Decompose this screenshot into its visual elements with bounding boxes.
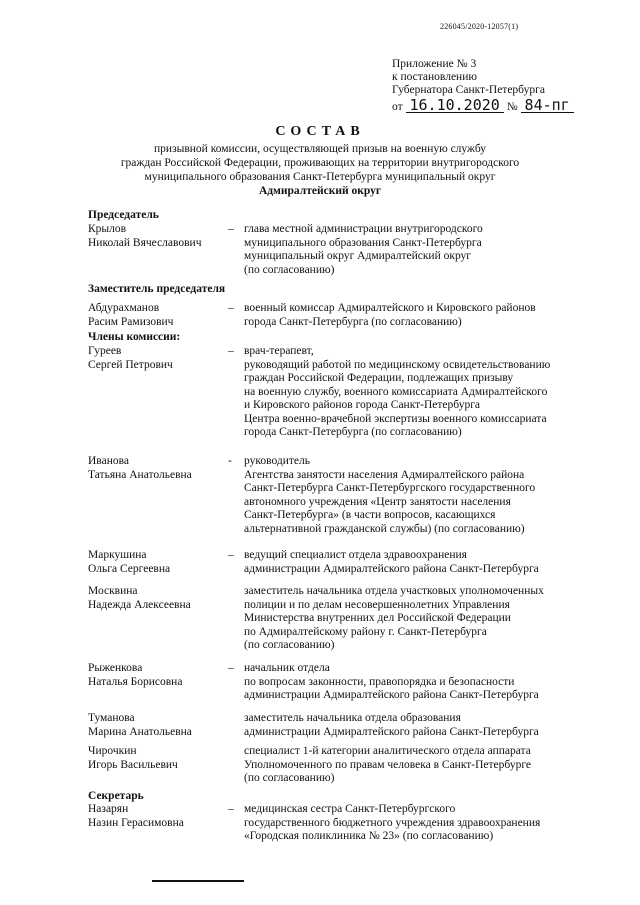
role-line: Министерства внутренних дел Российской Федерации xyxy=(244,612,511,624)
member-surname: Назарян xyxy=(88,803,129,815)
member-given-name: Николай Вячеславович xyxy=(88,236,202,249)
group-heading-members: Члены комиссии: xyxy=(88,331,181,343)
role-line: и Кировского районов города Санкт-Петербурга xyxy=(244,399,481,411)
role-line: Санкт-Петербурга Санкт-Петербургского государственного xyxy=(244,482,536,494)
role-line: муниципального образования Санкт-Петербурга xyxy=(244,236,482,249)
group-heading-chair: Председатель xyxy=(88,209,159,221)
role-line: (по согласованию) xyxy=(244,263,335,276)
member-given-name: Надежда Алексеевна xyxy=(88,598,191,611)
member-name xyxy=(88,302,228,329)
appendix-line: Приложение № 3 xyxy=(392,58,477,70)
member-surname: Абдурахманов xyxy=(88,302,160,314)
role-line: руководитель xyxy=(244,455,310,467)
member-entry xyxy=(88,585,608,657)
member-given-name: Ольга Сергеевна xyxy=(88,562,171,575)
member-surname: Туманова xyxy=(88,712,135,724)
member-role xyxy=(244,549,604,576)
role-line: ведущий специалист отдела здравоохранения xyxy=(244,549,467,561)
member-given-name: Назин Герасимовна xyxy=(88,816,184,829)
member-role xyxy=(244,223,604,277)
role-line: государственного бюджетного учреждения здравоохранения xyxy=(244,816,541,829)
dash: – xyxy=(228,803,234,815)
role-line: медицинская сестра Санкт-Петербургского xyxy=(244,803,456,815)
appendix-line: к постановлению xyxy=(392,71,477,83)
role-line: граждан Российской Федерации, подлежащих призыву xyxy=(244,372,514,384)
member-given-name: Расим Рамизович xyxy=(88,315,174,328)
member-surname: Гуреев xyxy=(88,345,122,357)
appendix-block xyxy=(392,58,622,114)
role-line: на военную службу, военного комиссариата Адмиралтейского xyxy=(244,385,548,398)
subtitle-line: Адмиралтейский округ xyxy=(258,185,382,197)
member-name xyxy=(88,662,228,689)
member-entry xyxy=(88,302,608,332)
member-name xyxy=(88,345,228,372)
member-surname: Маркушина xyxy=(88,549,147,561)
member-name xyxy=(88,549,228,576)
member-given-name: Сергей Петрович xyxy=(88,358,173,371)
role-line: начальник отдела xyxy=(244,662,330,674)
role-line: администрации Адмиралтейского района Санкт-Петербурга xyxy=(244,562,539,575)
role-line: по Адмиралтейскому району г. Санкт-Петербурга xyxy=(244,625,487,638)
decree-date-line xyxy=(392,98,622,114)
member-role xyxy=(244,302,604,329)
member-entry xyxy=(88,745,608,789)
role-line: врач-терапевт, xyxy=(244,345,314,357)
member-name xyxy=(88,455,228,482)
member-surname: Крылов xyxy=(88,223,127,235)
document-title: СОСТАВ xyxy=(275,124,365,139)
member-name xyxy=(88,803,228,830)
role-line: (по согласованию) xyxy=(244,772,335,784)
role-line: «Городская поликлиника № 23» (по согласованию) xyxy=(244,830,494,842)
member-given-name: Наталья Борисовна xyxy=(88,675,183,688)
role-line: по вопросам законности, правопорядка и безопасности xyxy=(244,675,515,688)
role-line: военный комиссар Адмиралтейского и Кировского районов xyxy=(244,302,536,314)
subtitle-line: муниципального образования Санкт-Петербурга муниципальный округ xyxy=(144,171,496,183)
group-heading-deputy: Заместитель председателя xyxy=(88,283,226,295)
dash: – xyxy=(228,302,234,314)
dash: – xyxy=(228,549,234,561)
role-line: администрации Адмиралтейского района Санкт-Петербурга xyxy=(244,725,539,738)
member-entry xyxy=(88,455,608,541)
role-line: (по согласованию) xyxy=(244,639,335,651)
role-line: города Санкт-Петербурга (по согласованию) xyxy=(244,426,462,438)
role-line: города Санкт-Петербурга (по согласованию) xyxy=(244,315,462,328)
role-line: полиции и по делам несовершеннолетних Управления xyxy=(244,598,510,611)
role-line: Санкт-Петербурга» (в части вопросов, касающихся xyxy=(244,509,496,521)
member-entry xyxy=(88,712,608,742)
role-line: автономного учреждения «Центр занятости населения xyxy=(244,495,511,508)
decree-number: 84-пг xyxy=(521,98,574,113)
member-name xyxy=(88,745,228,772)
document-subtitle xyxy=(70,142,570,198)
subtitle-line: граждан Российской Федерации, проживающих на территории внутригородского xyxy=(120,157,520,169)
member-name xyxy=(88,585,228,612)
member-surname: Чирочкин xyxy=(88,745,137,757)
member-role xyxy=(244,745,604,786)
member-entry xyxy=(88,803,608,847)
role-line: заместитель начальника отдела участковых уполномоченных xyxy=(244,585,544,597)
role-line: Уполномоченного по правам человека в Санкт-Петербурге xyxy=(244,758,531,771)
number-prefix: № xyxy=(506,101,518,113)
role-line: Агентства занятости населения Адмиралтейского района xyxy=(244,468,525,481)
footer-rule xyxy=(152,880,244,882)
member-role xyxy=(244,803,604,844)
role-line: руководящий работой по медицинскому освидетельствованию xyxy=(244,358,551,371)
member-surname: Рыженкова xyxy=(88,662,143,674)
member-role xyxy=(244,455,604,536)
member-given-name: Марина Анатольевна xyxy=(88,725,192,738)
role-line: Центра военно-врачебной экспертизы военного комиссариата xyxy=(244,412,547,425)
document-id: 226045/2020-12057(1) xyxy=(440,22,519,31)
date-prefix: от xyxy=(392,101,403,113)
member-entry xyxy=(88,345,608,445)
member-name xyxy=(88,223,228,250)
role-line: альтернативной гражданской службы) (по согласованию) xyxy=(244,522,525,535)
member-surname: Иванова xyxy=(88,455,129,467)
member-role xyxy=(244,585,604,653)
dash: - xyxy=(228,455,232,467)
member-role xyxy=(244,345,604,440)
decree-date: 16.10.2020 xyxy=(406,98,504,113)
member-given-name: Игорь Васильевич xyxy=(88,758,178,771)
role-line: глава местной администрации внутригородского xyxy=(244,223,483,235)
role-line: заместитель начальника отдела образования xyxy=(244,712,461,724)
dash: – xyxy=(228,223,234,235)
member-entry xyxy=(88,662,608,706)
member-role xyxy=(244,662,604,703)
member-given-name: Татьяна Анатольевна xyxy=(88,468,192,481)
dash: – xyxy=(228,662,234,674)
role-line: муниципальный округ Адмиралтейский округ xyxy=(244,250,472,262)
member-name xyxy=(88,712,228,739)
dash: – xyxy=(228,345,234,357)
member-role xyxy=(244,712,604,739)
member-entry xyxy=(88,223,608,283)
role-line: администрации Адмиралтейского района Санкт-Петербурга xyxy=(244,689,539,701)
group-heading-secretary: Секретарь xyxy=(88,790,144,802)
appendix-line: Губернатора Санкт-Петербурга xyxy=(392,84,545,96)
role-line: специалист 1-й категории аналитического отдела аппарата xyxy=(244,745,531,757)
subtitle-line: призывной комиссии, осуществляющей призыв на военную службу xyxy=(154,143,486,155)
member-surname: Москвина xyxy=(88,585,138,597)
member-entry xyxy=(88,549,608,579)
